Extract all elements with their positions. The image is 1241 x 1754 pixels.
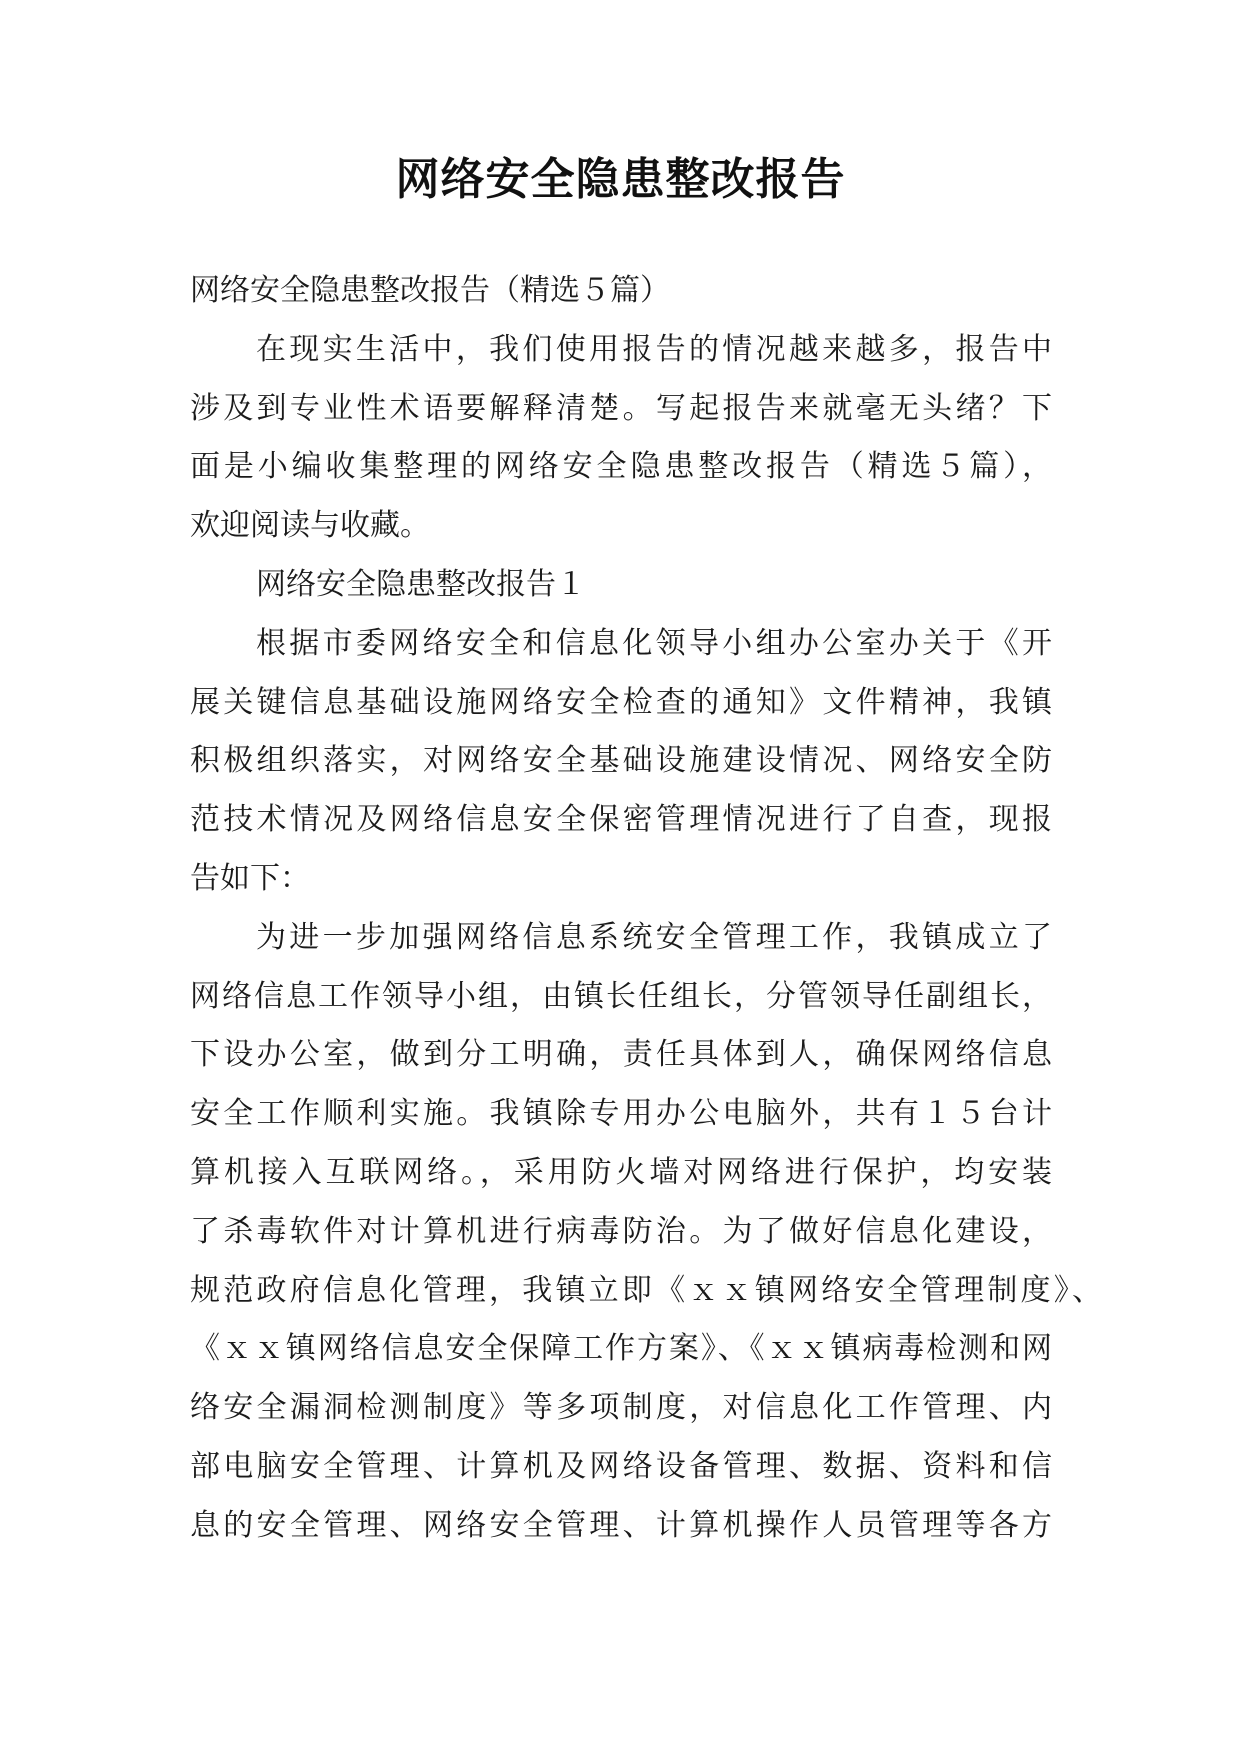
- paragraph-line: 部电脑安全管理、计算机及网络设备管理、数据、资料和信: [190, 1448, 1052, 1484]
- paragraph-line: 在现实生活中，我们使用报告的情况越来越多，报告中: [256, 331, 1052, 367]
- subtitle-line: 网络安全隐患整改报告（精选５篇）: [190, 273, 670, 308]
- paragraph-line: 安全工作顺利实施。我镇除专用办公电脑外，共有１５台计: [190, 1096, 1052, 1132]
- paragraph-line: 下设办公室，做到分工明确，责任具体到人，确保网络信息: [190, 1037, 1052, 1073]
- paragraph-line: 为进一步加强网络信息系统安全管理工作，我镇成立了: [256, 919, 1052, 955]
- paragraph-line: 《ｘｘ镇网络信息安全保障工作方案》、《ｘｘ镇病毒检测和网: [190, 1331, 1052, 1367]
- paragraph-line: 络安全漏洞检测制度》等多项制度，对信息化工作管理、内: [190, 1390, 1052, 1426]
- section-heading: 网络安全隐患整改报告１: [256, 566, 586, 602]
- paragraph-line: 规范政府信息化管理，我镇立即《ｘｘ镇网络安全管理制度》、: [190, 1272, 1102, 1308]
- paragraph-line: 网络信息工作领导小组，由镇长任组长，分管领导任副组长，: [190, 978, 1052, 1014]
- paragraph-line: 涉及到专业性术语要解释清楚。写起报告来就毫无头绪？下: [190, 390, 1052, 426]
- paragraph-line: 息的安全管理、网络安全管理、计算机操作人员管理等各方: [190, 1507, 1052, 1543]
- paragraph-line: 积极组织落实，对网络安全基础设施建设情况、网络安全防: [190, 743, 1052, 779]
- paragraph-line: 了杀毒软件对计算机进行病毒防治。为了做好信息化建设，: [190, 1213, 1052, 1249]
- paragraph-line: 根据市委网络安全和信息化领导小组办公室办关于《开: [256, 625, 1052, 661]
- paragraph-line: 欢迎阅读与收藏。: [190, 508, 430, 544]
- paragraph-line: 面是小编收集整理的网络安全隐患整改报告（精选５篇），: [190, 449, 1052, 485]
- paragraph-line: 告如下：: [190, 860, 310, 896]
- paragraph-line: 范技术情况及网络信息安全保密管理情况进行了自查，现报: [190, 802, 1052, 838]
- document-body: [190, 262, 1102, 1556]
- paragraph-line: 展关键信息基础设施网络安全检查的通知》文件精神，我镇: [190, 684, 1052, 720]
- document-title: 网络安全隐患整改报告: [395, 154, 846, 205]
- paragraph-line: 算机接入互联网络。，采用防火墙对网络进行保护，均安装: [190, 1154, 1052, 1190]
